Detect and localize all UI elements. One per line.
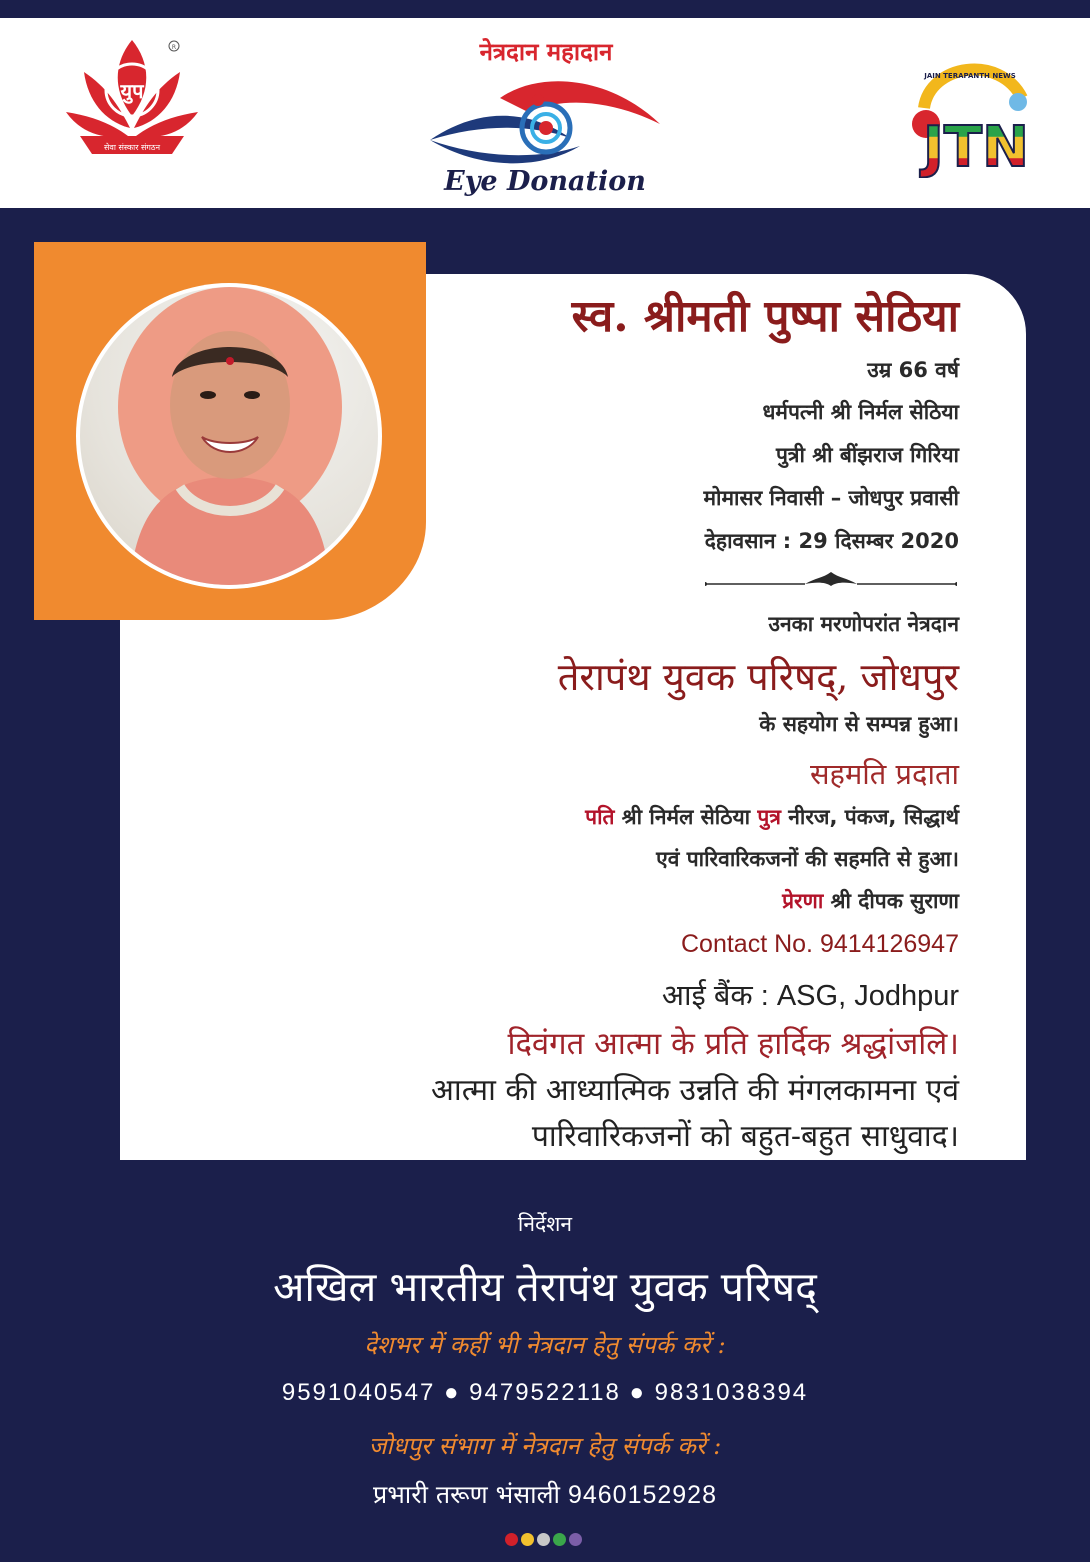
wish-line-2: पारिवारिकजनों को बहुत-बहुत साधुवाद। — [531, 1119, 959, 1154]
wish-line-1: आत्मा की आध्यात्मिक उन्नति की मंगलकामना एवं — [431, 1073, 959, 1108]
yuvak-parishad-logo — [62, 32, 202, 172]
consent-title: सहमति प्रदाता — [809, 757, 959, 791]
condolence: दिवंगत आत्मा के प्रति हार्दिक श्रद्धांजलि। — [507, 1026, 959, 1062]
dot-green — [553, 1533, 566, 1546]
organization-jodhpur: तेरापंथ युवक परिषद्, जोधपुर — [557, 655, 959, 699]
footer-organization: अखिल भारतीय तेरापंथ युवक परिषद् — [273, 1263, 817, 1311]
age: उम्र 66 वर्ष — [867, 358, 959, 382]
nationwide-numbers: 9591040547 ● 9479522118 ● 9831038394 — [281, 1379, 809, 1406]
wife-of: धर्मपत्नी श्री निर्मल सेठिया — [762, 400, 959, 424]
consent-pati-name: श्री निर्मल सेठिया — [621, 805, 751, 829]
center-tagline: नेत्रदान महादान — [479, 38, 613, 66]
eye-donation-line: उनका मरणोपरांत नेत्रदान — [768, 612, 959, 636]
residence: मोमासर निवासी – जोधपुर प्रवासी — [703, 486, 959, 510]
incharge-number: 9460152928 — [567, 1481, 717, 1509]
jodhpur-call: जोधपुर संभाग में नेत्रदान हेतु संपर्क करें : — [368, 1432, 722, 1460]
consent-line — [585, 803, 959, 831]
logo-mark: युप — [120, 79, 144, 103]
dot-yellow — [521, 1533, 534, 1546]
completed-line: के सहयोग से सम्पन्न हुआ। — [759, 712, 959, 736]
death-date: देहावसान : 29 दिसम्बर 2020 — [704, 529, 959, 553]
prerna-line — [782, 887, 959, 915]
color-dots — [505, 1533, 587, 1551]
dot-purple — [569, 1533, 582, 1546]
eye-donation-logo — [420, 20, 670, 196]
top-strip — [0, 0, 1090, 18]
consent-family-line: एवं पारिवारिकजनों की सहमति से हुआ। — [656, 847, 959, 871]
jtn-logo — [900, 48, 1040, 178]
jtn-text: JTN — [923, 115, 1029, 178]
incharge-line — [0, 1477, 1090, 1511]
dot-grey — [537, 1533, 550, 1546]
consent-putra-names: नीरज, पंकज, सिद्धार्थ — [788, 805, 959, 829]
svg-text:R: R — [171, 44, 177, 51]
daughter-of: पुत्री श्री बींझराज गिरिया — [775, 443, 959, 467]
dot-red — [505, 1533, 518, 1546]
contact-number: Contact No. 9414126947 — [681, 930, 959, 958]
ornament-divider — [705, 568, 957, 590]
deceased-name: स्व. श्रीमती पुष्पा सेठिया — [571, 291, 959, 342]
nationwide-call: देशभर में कहीं भी नेत्रदान हेतु संपर्क करें : — [364, 1331, 726, 1359]
eye-bank: आई बैंक : ASG, Jodhpur — [661, 980, 959, 1012]
consent-pati-label: पति — [585, 805, 615, 829]
direction-label: निर्देशन — [517, 1212, 573, 1236]
incharge-label: प्रभारी तरूण भंसाली — [373, 1480, 560, 1509]
prerna-name: श्री दीपक सुराणा — [830, 889, 959, 913]
consent-putra-label: पुत्र — [757, 805, 781, 829]
logo-caption: सेवा संस्कार संगठन — [103, 143, 161, 152]
jtn-arc-text: JAIN TERAPANTH NEWS — [924, 72, 1016, 80]
prerna-label: प्रेरणा — [782, 889, 824, 913]
portrait-photo — [80, 287, 378, 585]
center-logo-text: Eye Donation — [444, 166, 646, 196]
